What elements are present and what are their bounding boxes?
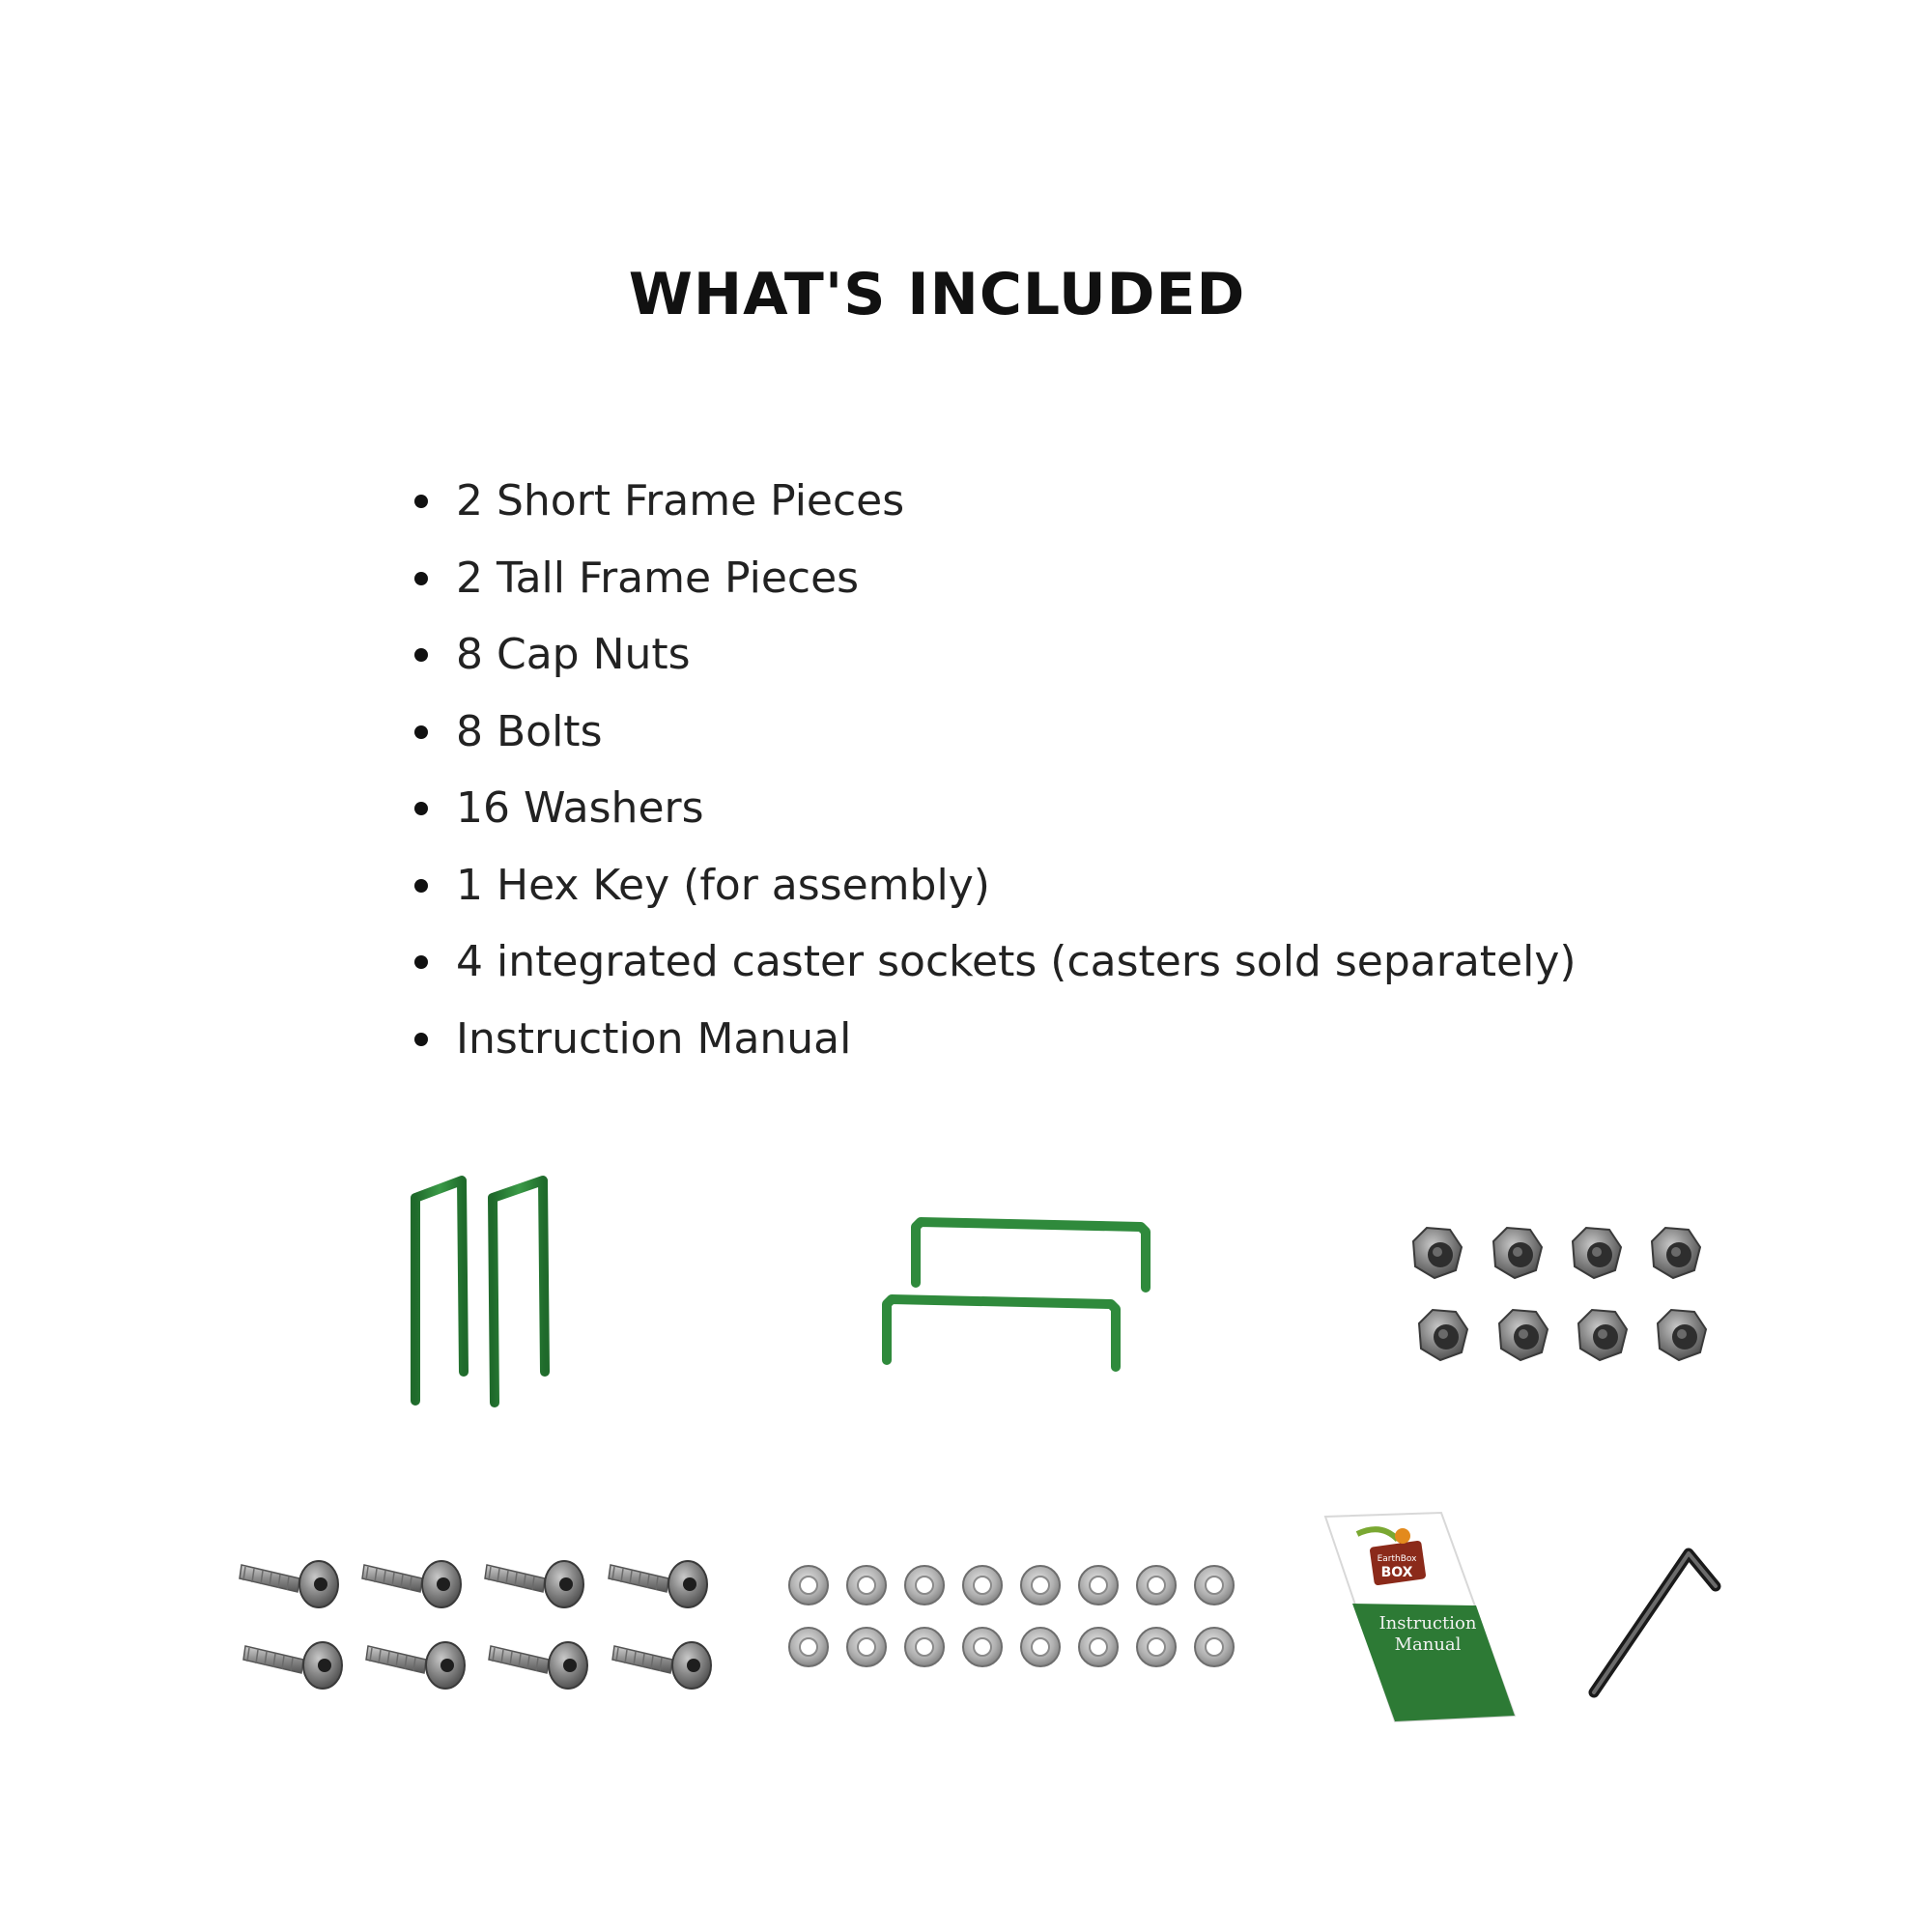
list-item-label: 16 Washers	[456, 783, 704, 833]
bolt	[609, 1561, 707, 1607]
list-item-label: 8 Bolts	[456, 706, 603, 756]
cap-nut	[1573, 1228, 1621, 1278]
cap-nut	[1578, 1310, 1627, 1360]
washer	[905, 1628, 944, 1666]
washer	[847, 1628, 886, 1666]
bolt	[362, 1561, 461, 1607]
manual-logo-bottom: BOX	[1380, 1565, 1413, 1580]
cap-nut	[1419, 1310, 1467, 1360]
washer	[1195, 1566, 1234, 1605]
instruction-manual-icon	[1325, 1513, 1515, 1721]
bolt	[485, 1561, 583, 1607]
bolt	[243, 1642, 342, 1689]
washer-icon	[789, 1566, 1234, 1666]
washer	[1137, 1566, 1176, 1605]
list-item-label: 1 Hex Key (for assembly)	[456, 860, 990, 910]
bolt	[366, 1642, 465, 1689]
cap-nut	[1493, 1228, 1542, 1278]
washer	[789, 1566, 828, 1605]
washer	[789, 1628, 828, 1666]
list-item-label: 2 Tall Frame Pieces	[456, 553, 860, 603]
washer	[1137, 1628, 1176, 1666]
manual-title-line1: Instruction	[1378, 1613, 1477, 1634]
list-item-label: 8 Cap Nuts	[456, 630, 691, 679]
hex-key-icon	[1594, 1553, 1716, 1692]
washer	[963, 1566, 1002, 1605]
manual-title-line2: Manual	[1394, 1634, 1462, 1655]
washer	[1079, 1566, 1118, 1605]
bolt-icon	[240, 1561, 711, 1689]
washer	[905, 1566, 944, 1605]
short-frame-pieces-icon	[887, 1222, 1146, 1367]
washer	[1021, 1628, 1060, 1666]
cap-nut	[1499, 1310, 1548, 1360]
bolt	[612, 1642, 711, 1689]
tall-frame-pieces-icon	[415, 1180, 545, 1403]
bolt	[489, 1642, 587, 1689]
washer	[847, 1566, 886, 1605]
cap-nut	[1658, 1310, 1706, 1360]
list-item-label: Instruction Manual	[456, 1013, 852, 1064]
bolt	[240, 1561, 338, 1607]
washer	[963, 1628, 1002, 1666]
list-item-label: 2 Short Frame Pieces	[456, 476, 905, 526]
washer	[1079, 1628, 1118, 1666]
list-item-label: 4 integrated caster sockets (casters sold separately)	[456, 937, 1577, 986]
washer	[1021, 1566, 1060, 1605]
manual-logo-top: EarthBox	[1377, 1554, 1417, 1564]
cap-nut	[1652, 1228, 1700, 1278]
cap-nut	[1413, 1228, 1462, 1278]
cap-nut-icon	[1413, 1228, 1706, 1360]
washer	[1195, 1628, 1234, 1666]
page-title: WHAT'S INCLUDED	[628, 261, 1246, 328]
